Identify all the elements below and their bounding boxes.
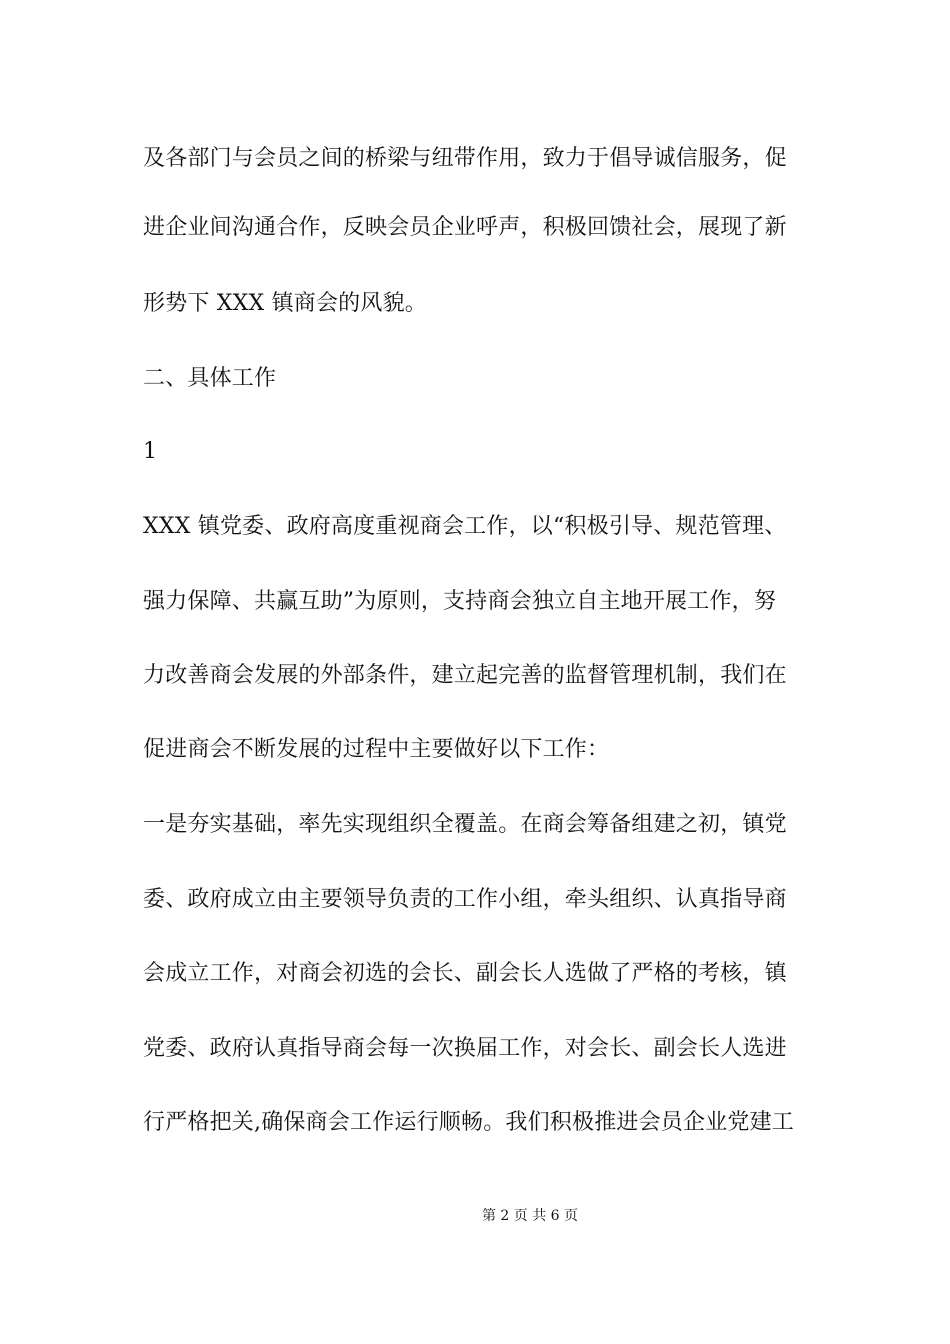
paragraph-line-2: 进企业间沟通合作，反映会员企业呼声，积极回馈社会，展现了新: [143, 215, 787, 240]
paragraph-line-3: 形势下 XXX 镇商会的风貌。: [143, 291, 427, 316]
subsection-number: 1: [143, 439, 158, 464]
paragraph-line-13: 党委、政府认真指导商会每一次换届工作，对会长、副会长人选进: [143, 1036, 787, 1061]
paragraph-line-8: 力改善商会发展的外部条件，建立起完善的监督管理机制，我们在: [143, 663, 787, 688]
paragraph-line-10: 一是夯实基础，率先实现组织全覆盖。在商会筹备组建之初，镇党: [143, 812, 787, 837]
paragraph-line-6: XXX 镇党委、政府高度重视商会工作，以“积极引导、规范管理、: [143, 514, 787, 539]
page-footer: 第 2 页 共 6 页: [481, 1208, 579, 1224]
section-heading: 二、具体工作: [143, 366, 277, 391]
paragraph-line-14: 行严格把关,确保商会工作运行顺畅。我们积极推进会员企业党建工: [143, 1110, 794, 1135]
paragraph-line-7: 强力保障、共赢互助”为原则，支持商会独立自主地开展工作，努: [143, 589, 777, 614]
paragraph-line-11: 委、政府成立由主要领导负责的工作小组，牵头组织、认真指导商: [143, 887, 787, 912]
paragraph-line-9: 促进商会不断发展的过程中主要做好以下工作：: [143, 737, 610, 762]
paragraph-line-12: 会成立工作，对商会初选的会长、副会长人选做了严格的考核，镇: [143, 961, 787, 986]
paragraph-line-1: 及各部门与会员之间的桥梁与纽带作用，致力于倡导诚信服务，促: [143, 146, 787, 171]
